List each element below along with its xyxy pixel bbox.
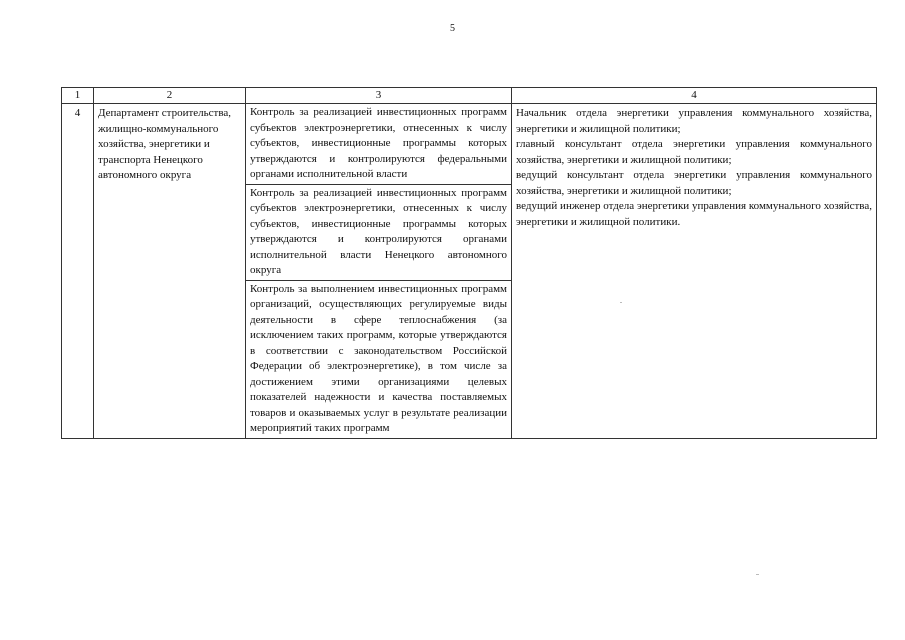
header-cell-3: 3 — [246, 88, 512, 104]
header-row — [62, 88, 877, 104]
positions-cell — [512, 104, 877, 439]
page-number: 5 — [450, 23, 455, 34]
header-cell-2: 2 — [94, 88, 246, 104]
table-row — [62, 104, 877, 439]
position-item: главный консультант отдела энергетики управления коммунального хозяйства, энергетики и жилищной политики; — [516, 138, 872, 166]
header-cell-4: 4 — [512, 88, 877, 104]
scan-speck — [620, 302, 622, 303]
position-item: ведущий инженер отдела энергетики управления коммунального хозяйства, энергетики и жилищной политики. — [516, 200, 872, 228]
scan-speck — [756, 574, 759, 575]
functions-cell — [246, 104, 512, 439]
header-cell-1: 1 — [62, 88, 94, 104]
function-item: Контроль за реализацией инвестиционных программ субъектов электроэнергетики, отнесенных к числу субъектов, инвестиционные программы которых утверждаются и контролируются федеральными органами исполнительной власти — [246, 104, 511, 185]
function-item: Контроль за выполнением инвестиционных программ организаций, осуществляющих регулируемые виды деятельности в сфере теплоснабжения (за исключением таких программ, которые утверждаются в соответствии с законодательством Российской Федерации об электроэнергетике), в том числе за достижением этими организациями целевых показателей надежности и качества поставляемых товаров и оказываемых услуг в результате реализации мероприятий таких программ — [250, 282, 507, 434]
position-item: Начальник отдела энергетики управления коммунального хозяйства, энергетики и жилищной политики; — [516, 107, 872, 135]
position-item: ведущий консультант отдела энергетики управления коммунального хозяйства, энергетики и жилищной политики; — [516, 169, 872, 197]
row-number: 4 — [62, 104, 94, 439]
department-cell: Департамент строительства, жилищно-коммунального хозяйства, энергетики и транспорта Ненецкого автономного округа — [94, 104, 246, 439]
function-item: Контроль за реализацией инвестиционных программ субъектов электроэнергетики, отнесенных к числу субъектов, инвестиционные программы которых утверждаются и контролируются органами исполнительной власти Ненецкого автономного округа — [246, 185, 511, 281]
responsibility-table — [61, 87, 877, 439]
